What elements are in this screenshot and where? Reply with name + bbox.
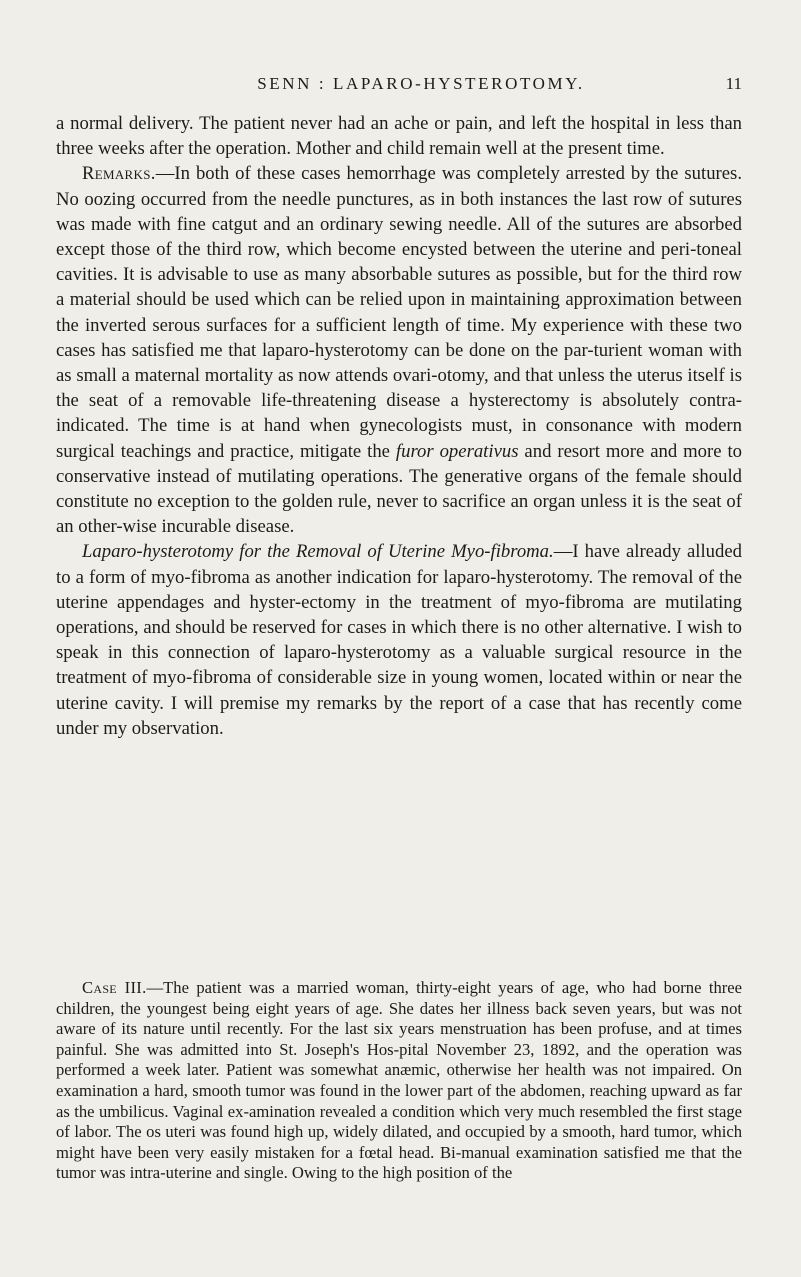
paragraph-remarks <box>56 161 742 539</box>
paragraph-continuation: a normal delivery. The patient never had an ache or pain, and left the hospital in less than three weeks after the operation. Mother and child remain well at the present time. <box>56 113 742 160</box>
case-report <box>56 978 742 1184</box>
remarks-text: —In both of these cases hemorrhage was completely arrested by the sutures. No oozing occurred from the needle punctures, as in both instances the last row of sutures was made with fine catgut and an ordinary sewing needle. All of the sutures are absorbed except those of the third row, which become encysted between the uterine and peri-toneal cavities. It is advisable to use as many absorbable sutures as possible, but for the third row a material should be used which can be relied upon in maintaining approximation between the inverted serous surfaces for a sufficient length of time. My experience with these two cases has satisfied me that laparo-hysterotomy can be done on the par-turient woman with as small a maternal mortality as now attends ovari-otomy, and that unless the uterus itself is the seat of a removable life-threatening disease a hysterectomy is absolutely contra-indicated. The time is at hand when gynecologists must, in consonance with modern surgical teachings and practice, mitigate the <box>56 163 742 462</box>
paragraph-myo-fibroma <box>56 539 742 741</box>
case-text: —The patient was a married woman, thirty-eight years of age, who had borne three children, the youngest being eight years of age. She dates her illness back seven years, but was not aware of its nature until recently. For the last six years menstruation has been profuse, and at times painful. She was admitted into St. Joseph's Hos-pital November 23, 1892, and the operation was performed a week later. Patient was somewhat anæmic, otherwise her health was not impaired. On examination a hard, smooth tumor was found in the lower part of the abdomen, reaching upward as far as the umbilicus. Vaginal ex-amination revealed a condition which very much resembled the first stage of labor. The os uteri was found high up, widely dilated, and occupied by a smooth, hard tumor, which might have been very easily mistaken for a fœtal head. Bi-manual examination satisfied me that the tumor was intra-uterine and single. Owing to the high position of the <box>56 978 743 1183</box>
myo-fibroma-text: —I have already alluded to a form of myo-fibroma as another indication for laparo-hysterotomy. The removal of the uterine appendages and hyster-ectomy in the treatment of myo-fibroma are mutilating operations, and should be reserved for cases in which there is no other alternative. I wish to speak in this connection of laparo-hysterotomy as a valuable surgical resource in the treatment of myo-fibroma of considerable size in young women, located within or near the uterine cavity. I will premise my remarks by the report of a case that has recently come under my observation. <box>56 541 742 739</box>
running-header <box>56 74 742 100</box>
remarks-text-end: and resort more and more to conservative instead of mutilating operations. The generative organs of the female should constitute no exception to the golden rule, never to sacrifice an organ unless it is the seat of an other-wise incurable disease. <box>56 440 742 538</box>
case-lead: Case III. <box>82 978 147 997</box>
main-text <box>56 111 742 741</box>
remarks-lead: Remarks. <box>82 163 156 185</box>
page-number: 11 <box>725 74 742 93</box>
section-heading: Laparo-hysterotomy for the Removal of Uterine Myo-fibroma. <box>82 541 554 563</box>
remarks-italic: furor operativus <box>395 440 519 462</box>
paragraph-case-iii <box>56 978 742 1184</box>
running-title: SENN : LAPARO-HYSTEROTOMY. <box>257 74 585 93</box>
